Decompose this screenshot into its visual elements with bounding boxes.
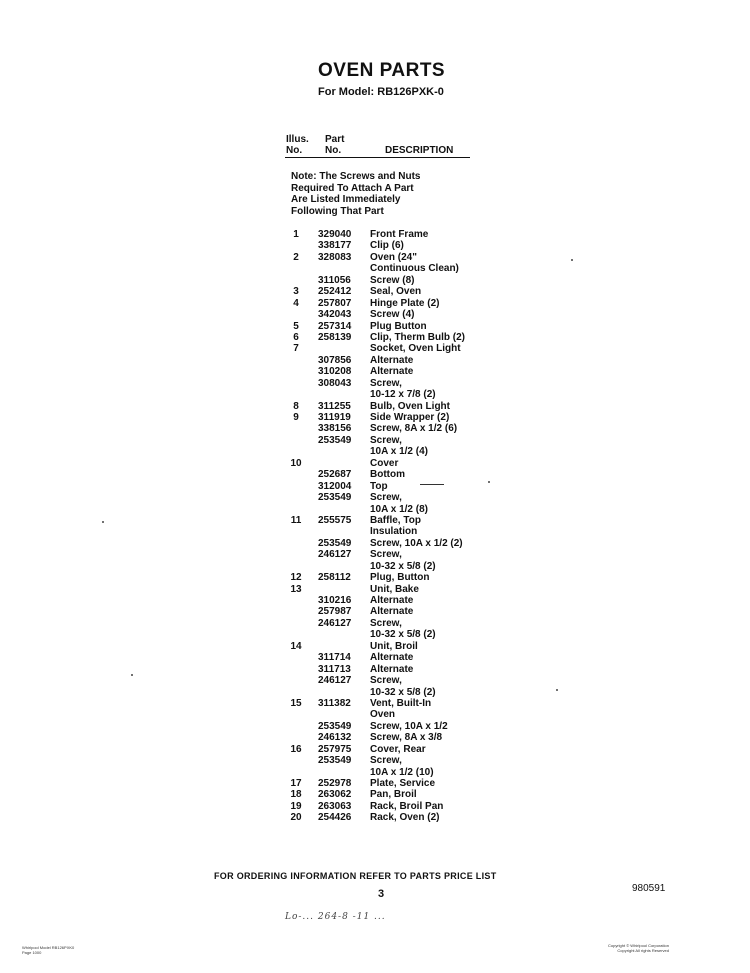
parts-row xyxy=(286,709,516,720)
illus-number: 20 xyxy=(290,812,302,824)
part-number: 254426 xyxy=(318,812,352,824)
part-description: Unit, Bake xyxy=(370,583,419,595)
parts-row xyxy=(286,343,516,354)
parts-row xyxy=(286,801,516,812)
part-description: Screw, 10A x 1/2 xyxy=(370,720,448,732)
parts-row xyxy=(286,401,516,412)
illus-number: 7 xyxy=(293,343,299,355)
part-description: Screw, xyxy=(370,434,402,446)
part-description: Continuous Clean) xyxy=(370,263,459,275)
part-description: Screw, xyxy=(370,755,402,767)
part-description: Rack, Oven (2) xyxy=(370,812,440,824)
part-number: 246127 xyxy=(318,617,352,629)
part-number: 329040 xyxy=(318,229,352,240)
illus-number: 6 xyxy=(293,331,299,343)
illus-number: 5 xyxy=(293,320,299,332)
part-description: Pan, Broil xyxy=(370,789,417,801)
part-number: 338156 xyxy=(318,423,352,435)
part-description: 10A x 1/2 (4) xyxy=(370,446,428,458)
part-number: 258112 xyxy=(318,572,351,584)
note-block xyxy=(291,171,481,217)
part-description: Insulation xyxy=(370,526,418,538)
parts-row xyxy=(286,572,516,583)
illus-number: 15 xyxy=(290,697,302,709)
scan-speck xyxy=(102,521,104,523)
parts-row xyxy=(286,675,516,686)
part-description: Alternate xyxy=(370,606,414,618)
part-number: 312004 xyxy=(318,480,352,492)
part-description: 10A x 1/2 (10) xyxy=(370,766,434,778)
part-description: Alternate xyxy=(370,663,414,675)
part-number: 342043 xyxy=(318,309,352,321)
part-description: Alternate xyxy=(370,366,414,378)
header-part-line2: No. xyxy=(325,145,342,156)
parts-row xyxy=(286,412,516,423)
part-number: 253549 xyxy=(318,537,352,549)
parts-row xyxy=(286,778,516,789)
header-part-no xyxy=(325,134,344,156)
part-description: Seal, Oven xyxy=(370,286,422,298)
part-description: Screw, 8A x 3/8 xyxy=(370,732,443,744)
part-description: Top xyxy=(370,480,388,492)
part-number: 257987 xyxy=(318,606,352,618)
bottom-right-fineprint xyxy=(608,943,669,953)
parts-row xyxy=(286,721,516,732)
parts-row xyxy=(286,458,516,469)
parts-row xyxy=(286,286,516,297)
note-line: Note: The Screws and Nuts xyxy=(291,171,421,182)
part-number: 258139 xyxy=(318,331,352,343)
parts-row xyxy=(286,263,516,274)
illus-number: 13 xyxy=(290,583,302,595)
parts-row xyxy=(286,744,516,755)
part-description: Plug Button xyxy=(370,320,427,332)
part-description: Screw, xyxy=(370,492,402,504)
page-title: OVEN PARTS xyxy=(318,60,446,81)
part-number: 311056 xyxy=(318,274,351,286)
part-number: 255575 xyxy=(318,514,352,526)
model-subtitle: For Model: RB126PXK-0 xyxy=(318,86,444,98)
part-number: 308043 xyxy=(318,377,352,389)
part-description: 10-32 x 5/8 (2) xyxy=(370,629,436,641)
illus-number: 18 xyxy=(290,789,302,801)
parts-row xyxy=(286,526,516,537)
part-description: Front Frame xyxy=(370,229,429,240)
illus-number: 4 xyxy=(293,297,299,309)
part-description: Screw (8) xyxy=(370,274,415,286)
part-description: Alternate xyxy=(370,652,414,664)
parts-list xyxy=(286,229,516,824)
parts-row xyxy=(286,538,516,549)
parts-row xyxy=(286,504,516,515)
part-description: Bulb, Oven Light xyxy=(370,400,450,412)
part-description: Hinge Plate (2) xyxy=(370,297,440,309)
part-number: 263063 xyxy=(318,800,352,812)
illus-number: 17 xyxy=(290,778,302,789)
part-number: 311919 xyxy=(318,412,351,423)
parts-row xyxy=(286,332,516,343)
part-description: Clip, Therm Bulb (2) xyxy=(370,331,465,343)
part-number: 307856 xyxy=(318,354,352,366)
parts-row xyxy=(286,767,516,778)
scan-speck xyxy=(571,259,573,261)
header-description: DESCRIPTION xyxy=(385,145,454,156)
parts-row xyxy=(286,469,516,480)
parts-row xyxy=(286,664,516,675)
illus-number: 16 xyxy=(290,743,302,755)
parts-row xyxy=(286,309,516,320)
header-illus-line1: Illus. xyxy=(286,134,309,145)
scan-speck xyxy=(556,689,558,691)
part-description: Socket, Oven Light xyxy=(370,343,461,355)
fineprint-line: Copyright © Whirlpool Corporation xyxy=(608,943,669,948)
parts-row xyxy=(286,732,516,743)
handwritten-note: Lo-... 264-8 -11 ... xyxy=(285,912,386,922)
part-description: Vent, Built-In xyxy=(370,697,432,709)
parts-row xyxy=(286,435,516,446)
part-description: Screw, xyxy=(370,549,402,561)
stray-dash xyxy=(420,484,444,485)
part-number: 311255 xyxy=(318,400,351,412)
parts-row xyxy=(286,389,516,400)
parts-row xyxy=(286,595,516,606)
part-description: Unit, Broil xyxy=(370,640,418,652)
part-number: 257314 xyxy=(318,320,352,332)
note-line: Following That Part xyxy=(291,205,384,217)
part-number: 311714 xyxy=(318,652,351,664)
part-description: Screw, xyxy=(370,617,402,629)
scan-speck xyxy=(488,481,490,483)
parts-row xyxy=(286,698,516,709)
parts-row xyxy=(286,378,516,389)
part-number: 252412 xyxy=(318,286,352,298)
header-illus-no xyxy=(286,134,309,156)
part-number: 253549 xyxy=(318,434,352,446)
parts-row xyxy=(286,423,516,434)
parts-row xyxy=(286,561,516,572)
fineprint-line: Copyright All rights Reserved xyxy=(617,948,669,953)
illus-number: 11 xyxy=(290,514,302,526)
part-description: Screw, 8A x 1/2 (6) xyxy=(370,423,458,435)
part-number: 246132 xyxy=(318,732,352,744)
illus-number: 1 xyxy=(293,229,299,240)
parts-row xyxy=(286,298,516,309)
part-description: Screw, 10A x 1/2 (2) xyxy=(370,537,463,549)
illus-number: 10 xyxy=(290,457,302,469)
document-number: 980591 xyxy=(632,883,666,894)
parts-row xyxy=(286,446,516,457)
part-number: 246127 xyxy=(318,549,352,561)
parts-row xyxy=(286,481,516,492)
part-description: Screw (4) xyxy=(370,309,415,321)
part-description: Bottom xyxy=(370,469,405,481)
part-description: 10-32 x 5/8 (2) xyxy=(370,560,436,572)
note-line: Required To Attach A Part xyxy=(291,182,414,194)
part-number: 252687 xyxy=(318,469,352,481)
parts-row xyxy=(286,606,516,617)
parts-row xyxy=(286,652,516,663)
parts-row xyxy=(286,812,516,823)
parts-row xyxy=(286,252,516,263)
part-number: 257975 xyxy=(318,743,352,755)
scan-speck xyxy=(131,674,133,676)
part-description: 10-32 x 5/8 (2) xyxy=(370,686,436,698)
part-description: Screw, xyxy=(370,675,402,687)
parts-row xyxy=(286,275,516,286)
part-number: 253549 xyxy=(318,492,352,504)
illus-number: 9 xyxy=(293,412,299,423)
parts-row xyxy=(286,229,516,240)
illus-number: 8 xyxy=(293,400,299,412)
part-number: 311382 xyxy=(318,697,351,709)
parts-row xyxy=(286,515,516,526)
part-number: 328083 xyxy=(318,251,352,263)
parts-row xyxy=(286,321,516,332)
illus-number: 19 xyxy=(290,800,302,812)
part-description: Oven xyxy=(370,709,396,721)
part-description: Screw, xyxy=(370,377,402,389)
ordering-footer: FOR ORDERING INFORMATION REFER TO PARTS PRICE LIST xyxy=(214,871,497,881)
part-description: Baffle, Top xyxy=(370,514,421,526)
fineprint-line: Page 1000 xyxy=(22,950,42,955)
header-rule xyxy=(285,157,470,158)
parts-row xyxy=(286,641,516,652)
part-description: 10A x 1/2 (8) xyxy=(370,503,428,515)
part-description: Alternate xyxy=(370,595,414,606)
fineprint-line: Whirlpool Model RB126PXK0 xyxy=(22,945,75,950)
part-number: 253549 xyxy=(318,720,352,732)
header-part-line1: Part xyxy=(325,134,345,145)
parts-row xyxy=(286,240,516,251)
part-number: 246127 xyxy=(318,675,352,687)
part-number: 253549 xyxy=(318,755,352,767)
header-illus-line2: No. xyxy=(286,145,303,156)
part-number: 257807 xyxy=(318,297,352,309)
part-number: 311713 xyxy=(318,663,351,675)
part-number: 252978 xyxy=(318,778,352,789)
part-number: 310216 xyxy=(318,595,352,606)
parts-row xyxy=(286,355,516,366)
parts-row xyxy=(286,687,516,698)
illus-number: 12 xyxy=(290,572,302,584)
parts-row xyxy=(286,789,516,800)
page-number: 3 xyxy=(378,888,385,900)
part-number: 263062 xyxy=(318,789,352,801)
illus-number: 3 xyxy=(293,286,299,298)
parts-row xyxy=(286,492,516,503)
part-description: Rack, Broil Pan xyxy=(370,800,444,812)
bottom-left-fineprint xyxy=(22,945,74,955)
part-description: Plate, Service xyxy=(370,778,436,789)
part-description: Plug, Button xyxy=(370,572,430,584)
part-description: Clip (6) xyxy=(370,240,404,252)
part-description: Cover, Rear xyxy=(370,743,426,755)
parts-row xyxy=(286,618,516,629)
illus-number: 14 xyxy=(290,640,302,652)
part-description: Alternate xyxy=(370,354,414,366)
illus-number: 2 xyxy=(293,251,299,263)
part-description: Oven (24" xyxy=(370,251,417,263)
note-line: Are Listed Immediately xyxy=(291,194,401,205)
part-description: 10-12 x 7/8 (2) xyxy=(370,389,436,401)
part-description: Cover xyxy=(370,457,399,469)
parts-row xyxy=(286,629,516,640)
parts-row xyxy=(286,366,516,377)
part-number: 338177 xyxy=(318,240,352,252)
parts-row xyxy=(286,549,516,560)
parts-row xyxy=(286,584,516,595)
parts-row xyxy=(286,755,516,766)
part-number: 310208 xyxy=(318,366,352,378)
part-description: Side Wrapper (2) xyxy=(370,412,450,423)
